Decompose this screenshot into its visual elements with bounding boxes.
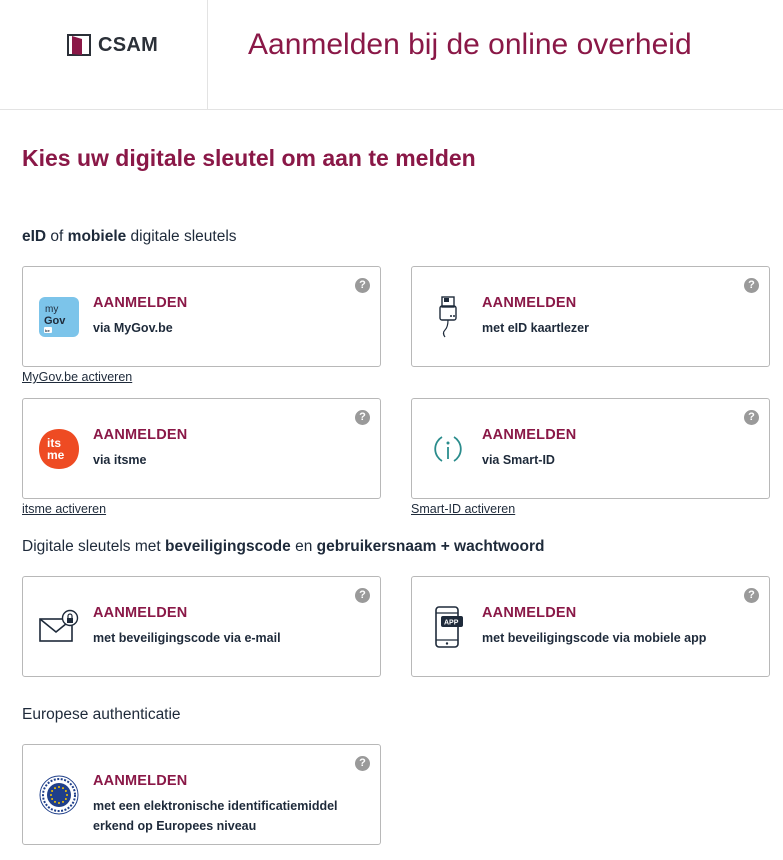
logo-area	[0, 0, 208, 109]
card-sub-label: met beveiligingscode via mobiele app	[482, 631, 707, 645]
card-action-label: AANMELDEN	[482, 427, 577, 443]
section-label-part: en	[290, 538, 317, 555]
help-icon[interactable]: ?	[744, 278, 759, 293]
section-label-part: of	[46, 228, 68, 245]
card-action-label: AANMELDEN	[93, 605, 188, 621]
csam-door-icon	[66, 32, 92, 58]
card-action-label: AANMELDEN	[93, 773, 188, 789]
section-label-part: eID	[22, 228, 47, 245]
section-label-part: digitale sleutels	[126, 228, 237, 245]
card-action-label: AANMELDEN	[93, 295, 188, 311]
login-card-itsme[interactable]	[22, 398, 381, 499]
section-label-mobile	[22, 228, 237, 246]
card-sub-label: via MyGov.be	[93, 321, 173, 335]
help-icon[interactable]: ?	[355, 410, 370, 425]
mygov-icon-text: my	[45, 304, 59, 315]
csam-logo[interactable]	[66, 32, 158, 58]
help-icon[interactable]: ?	[744, 410, 759, 425]
section-label-part: beveiligingscode	[165, 538, 291, 555]
help-icon[interactable]: ?	[355, 278, 370, 293]
app-badge-text: APP	[444, 619, 459, 627]
logo-text: CSAM	[98, 33, 159, 56]
login-card-email[interactable]	[22, 576, 381, 677]
login-card-eid[interactable]	[411, 266, 770, 367]
card-reader-icon	[426, 295, 470, 339]
page-heading: Kies uw digitale sleutel om aan te melden	[22, 145, 476, 171]
site-header	[0, 0, 783, 110]
itsme-activate-link[interactable]: itsme activeren	[22, 502, 107, 516]
card-action-label: AANMELDEN	[93, 427, 188, 443]
help-icon[interactable]: ?	[355, 756, 370, 771]
itsme-icon-text: its	[47, 436, 62, 450]
card-sub-label: met beveiligingscode via e-mail	[93, 631, 281, 645]
help-icon[interactable]: ?	[355, 588, 370, 603]
card-sub-label: via itsme	[93, 453, 147, 467]
mygov-icon-badge: be	[45, 328, 50, 333]
email-lock-icon	[37, 605, 81, 649]
login-card-smartid[interactable]	[411, 398, 770, 499]
smart-id-icon	[426, 427, 470, 471]
help-icon[interactable]: ?	[744, 588, 759, 603]
login-card-european[interactable]	[22, 744, 381, 845]
login-card-mobile-app[interactable]	[411, 576, 770, 677]
phone-app-icon	[426, 605, 470, 649]
eu-stars-icon	[37, 773, 81, 817]
itsme-icon	[37, 427, 81, 471]
smartid-activate-link[interactable]: Smart-ID activeren	[411, 502, 516, 516]
mygov-icon	[37, 295, 81, 339]
card-sub-label: via Smart-ID	[482, 453, 555, 467]
login-card-mygov[interactable]	[22, 266, 381, 367]
card-sub-label: met een elektronische identificatiemiddel erkend op Europees niveau	[93, 799, 338, 833]
section-label-european: Europese authenticatie	[22, 706, 181, 723]
mygov-icon-text: Gov	[44, 315, 66, 327]
card-action-label: AANMELDEN	[482, 605, 577, 621]
section-label-part: Digitale sleutels met	[22, 538, 166, 555]
section-label-part: mobiele	[67, 228, 127, 245]
site-title: Aanmelden bij de online overheid	[248, 28, 692, 61]
card-action-label: AANMELDEN	[482, 295, 577, 311]
card-sub-label: met eID kaartlezer	[482, 321, 590, 335]
section-label-part: gebruikersnaam + wachtwoord	[316, 538, 545, 555]
section-label-code	[22, 538, 544, 556]
itsme-icon-text: me	[47, 448, 65, 462]
mygov-activate-link[interactable]: MyGov.be activeren	[22, 370, 133, 384]
